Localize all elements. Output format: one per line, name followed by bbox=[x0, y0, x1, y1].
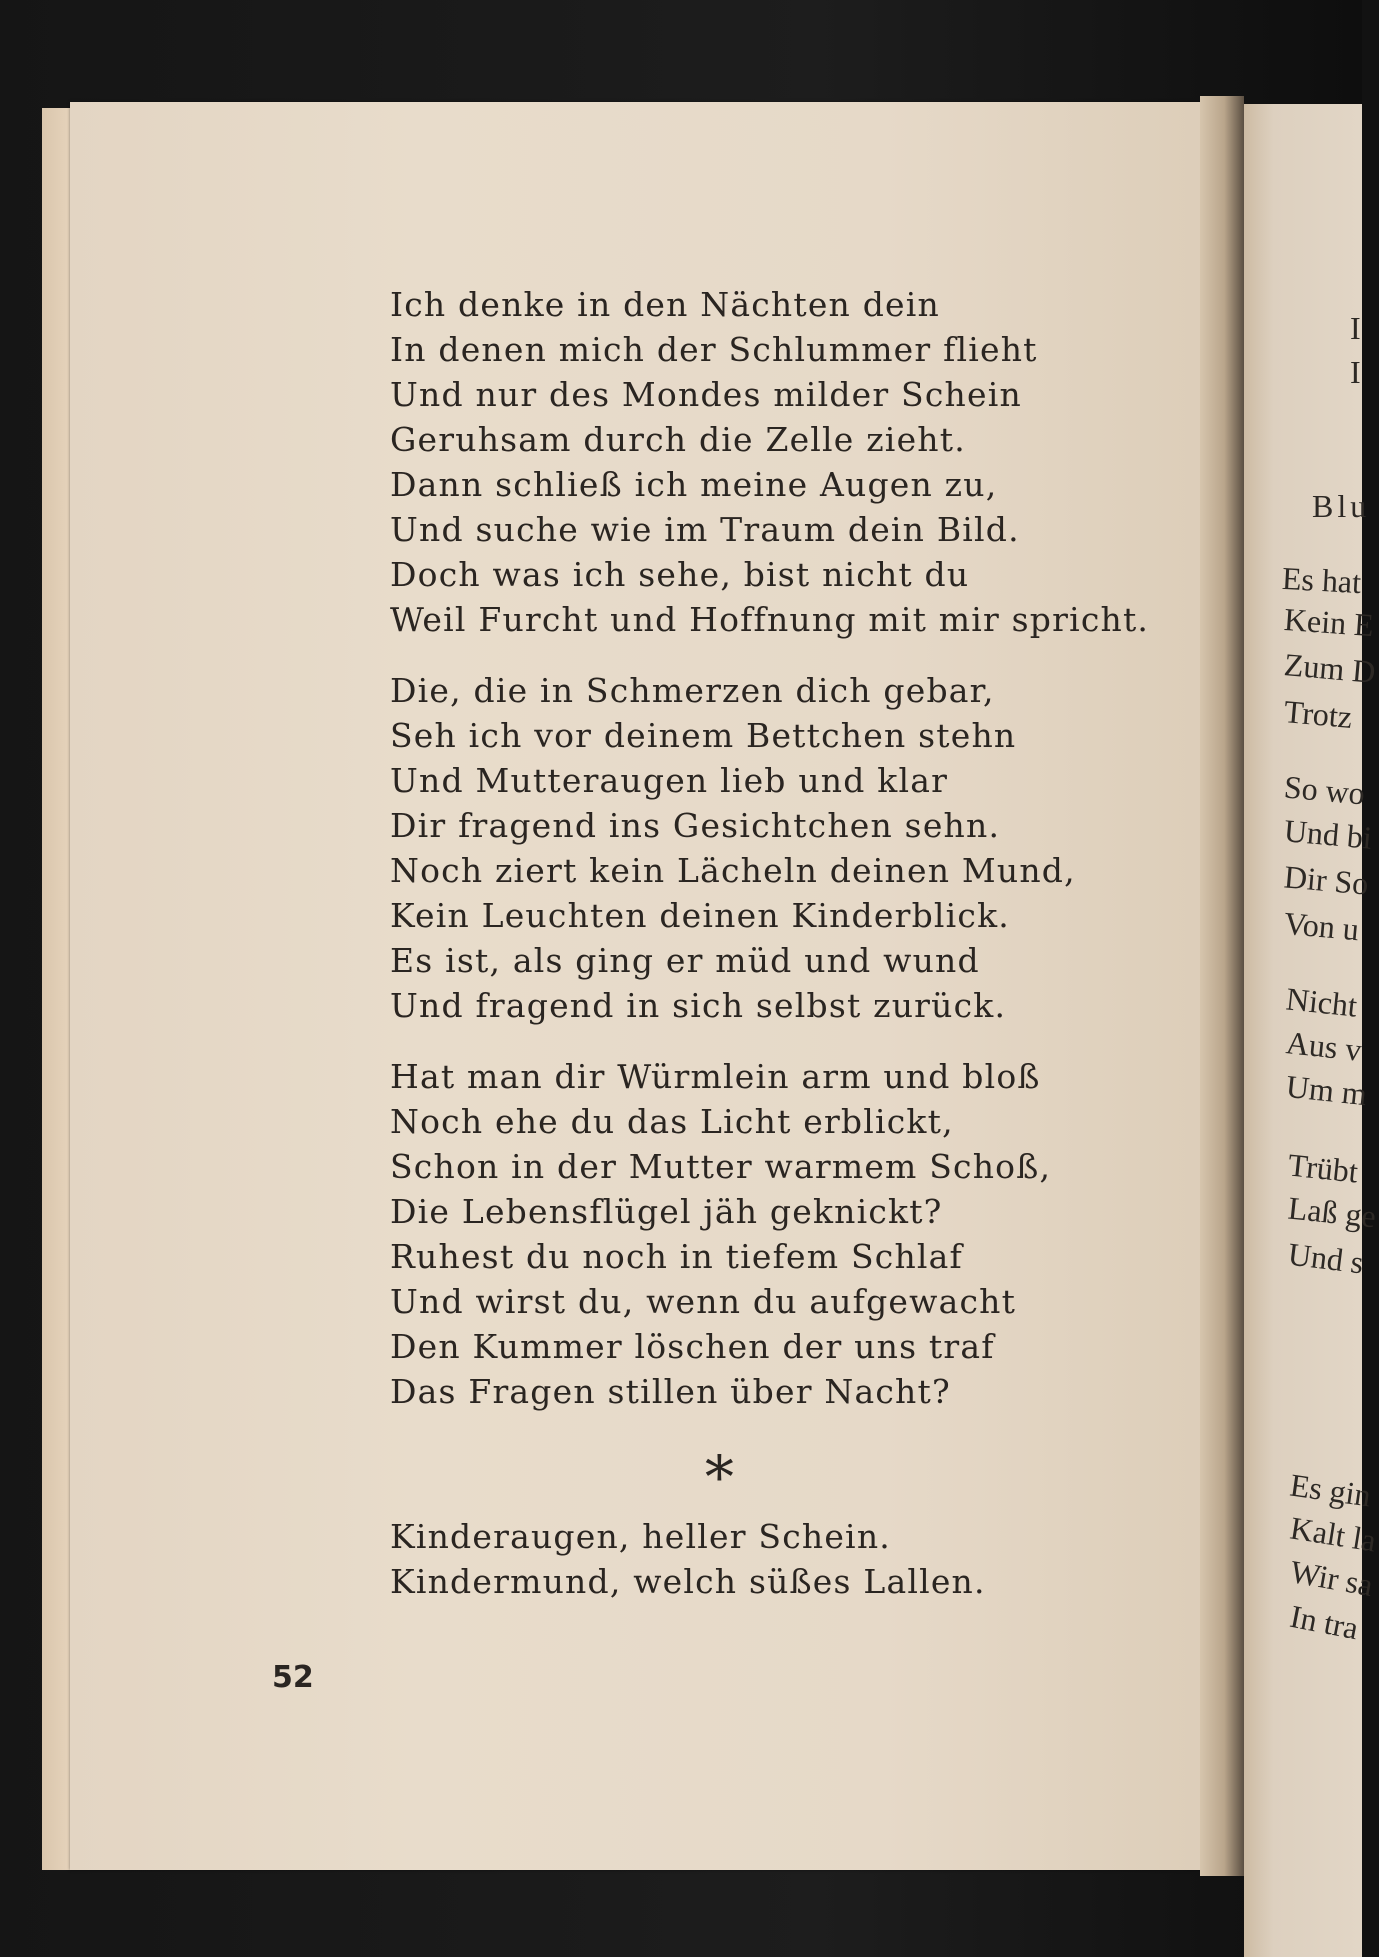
poem-line: Und fragend in sich selbst zurück. bbox=[390, 986, 1007, 1025]
right-page-fragment: Nicht bbox=[1284, 980, 1359, 1024]
poem-line: Die, die in Schmerzen dich gebar, bbox=[390, 671, 995, 710]
poem-line: Und Mutteraugen lieb und klar bbox=[390, 761, 949, 800]
poem-line: Das Fragen stillen über Nacht? bbox=[390, 1372, 951, 1411]
poem-line: Dann schließ ich meine Augen zu, bbox=[390, 465, 998, 504]
right-page-fragment: Trotz bbox=[1282, 693, 1354, 735]
poem-line: Kinderaugen, heller Schein. bbox=[390, 1517, 891, 1556]
poem-line: Es ist, als ging er müd und wund bbox=[390, 941, 980, 980]
stanza-3 bbox=[390, 1054, 1170, 1414]
poem-line: Kindermund, welch süßes Lallen. bbox=[390, 1562, 986, 1601]
right-page-fragment: Und s bbox=[1286, 1235, 1366, 1281]
poem-line: Doch was ich sehe, bist nicht du bbox=[390, 555, 970, 594]
stanza-2 bbox=[390, 668, 1170, 1028]
right-page-fragment: So wo bbox=[1282, 768, 1367, 812]
closing-stanza bbox=[390, 1514, 1170, 1604]
poem-line: Kein Leuchten deinen Kinderblick. bbox=[390, 896, 1010, 935]
right-page-fragment: Dir So bbox=[1282, 858, 1370, 902]
right-page-fragment: Zum D bbox=[1282, 646, 1377, 690]
right-page-fragment: Aus v bbox=[1284, 1024, 1364, 1068]
poem-line: Noch ehe du das Licht erblickt, bbox=[390, 1102, 954, 1141]
poem-line: Dir fragend ins Gesichtchen sehn. bbox=[390, 806, 1001, 845]
book-gutter bbox=[1200, 96, 1244, 1876]
right-page-fragment: Von u bbox=[1282, 904, 1361, 948]
poem-line: Schon in der Mutter warmem Schoß, bbox=[390, 1147, 1052, 1186]
right-page-fragment: I bbox=[1350, 310, 1361, 346]
page-number: 52 bbox=[272, 1660, 314, 1695]
poem-line: Und wirst du, wenn du aufgewacht bbox=[390, 1282, 1017, 1321]
right-page-fragment: Blu bbox=[1312, 488, 1371, 524]
poem-line: Noch ziert kein Lächeln deinen Mund, bbox=[390, 851, 1076, 890]
right-page-fragment: Trübt bbox=[1286, 1146, 1360, 1190]
poem-text bbox=[390, 282, 1170, 1630]
right-page-fragment: Es hat bbox=[1281, 559, 1363, 601]
poem-line: In denen mich der Schlummer flieht bbox=[390, 330, 1038, 369]
right-page-fragment: Um m bbox=[1284, 1067, 1369, 1113]
poem-line: Ich denke in den Nächten dein bbox=[390, 285, 940, 324]
right-page-fragment: Wir sa bbox=[1287, 1553, 1376, 1603]
right-page-fragment: Laß ge bbox=[1286, 1189, 1378, 1235]
right-page-fragment: In tra bbox=[1287, 1597, 1362, 1647]
right-page-fragment: Es gin bbox=[1287, 1466, 1374, 1514]
poem-line: Und suche wie im Traum dein Bild. bbox=[390, 510, 1020, 549]
right-page-fragment: Kalt la bbox=[1287, 1509, 1379, 1559]
poem-line: Die Lebensflügel jäh geknickt? bbox=[390, 1192, 943, 1231]
right-page-fragment: Kein E bbox=[1282, 600, 1375, 644]
poem-line: Geruhsam durch die Zelle zieht. bbox=[390, 420, 966, 459]
poem-line: Und nur des Mondes milder Schein bbox=[390, 375, 1022, 414]
right-page-fragment: I bbox=[1350, 354, 1361, 390]
stanza-1 bbox=[390, 282, 1170, 642]
asterisk-separator: * bbox=[704, 1443, 736, 1511]
poem-line: Ruhest du noch in tiefem Schlaf bbox=[390, 1237, 963, 1276]
poem-line: Den Kummer löschen der uns traf bbox=[390, 1327, 995, 1366]
right-page-fragment: Und bi bbox=[1282, 812, 1374, 856]
poem-line: Weil Furcht und Hoffnung mit mir spricht. bbox=[390, 600, 1150, 639]
poem-line: Seh ich vor deinem Bettchen stehn bbox=[390, 716, 1017, 755]
right-page bbox=[1244, 104, 1379, 1957]
poem-line: Hat man dir Würmlein arm und bloß bbox=[390, 1057, 1041, 1096]
